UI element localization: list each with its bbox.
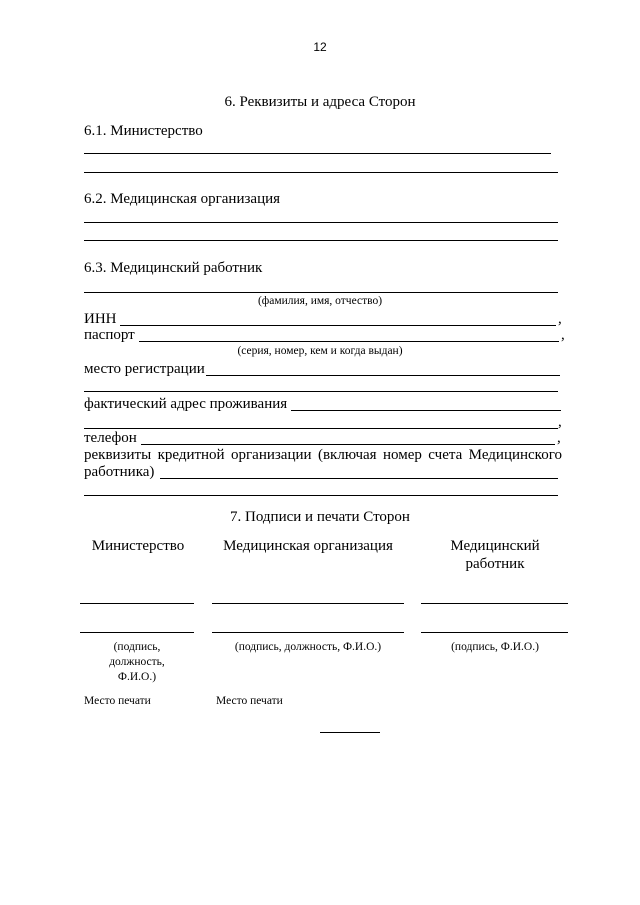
registration-label: место регистрации: [84, 361, 205, 377]
inn-comma: ,: [558, 311, 562, 327]
bank-details-line-2: работника): [84, 464, 155, 480]
ministry-signature-caption: (подпись, должность, Ф.И.О.): [109, 641, 165, 683]
closing-rule: [320, 732, 380, 733]
inn-line: [120, 325, 556, 326]
medical-org-line-2: [84, 240, 558, 241]
bank-details-line-1: реквизиты кредитной организации (включая номер счета Медицинского: [84, 447, 562, 463]
ministry-stamp-label: Место печати: [84, 695, 151, 707]
ministry-signature-line-1: [80, 603, 194, 604]
ministry-label: 6.1. Министерство: [84, 123, 203, 139]
ministry-line-2: [84, 172, 558, 173]
medical-org-signature-caption: (подпись, должность, Ф.И.О.): [234, 641, 382, 653]
medical-worker-label: 6.3. Медицинский работник: [84, 260, 263, 276]
medical-org-label: 6.2. Медицинская организация: [84, 191, 281, 207]
passport-label: паспорт: [84, 327, 135, 343]
inn-label: ИНН: [84, 311, 117, 327]
section-6-title: 6. Реквизиты и адреса Сторон: [224, 94, 416, 110]
actual-address-line-1: [291, 410, 561, 411]
page-number: 12: [313, 40, 327, 54]
registration-line-2: [84, 391, 558, 392]
section-7-title: 7. Подписи и печати Сторон: [230, 509, 410, 525]
ministry-signature-title: Министерство: [91, 538, 185, 554]
fio-hint: (фамилия, имя, отчество): [257, 295, 383, 307]
medical-worker-signature-line-1: [421, 603, 568, 604]
passport-comma: ,: [561, 327, 565, 343]
medical-worker-signature-line-2: [421, 632, 568, 633]
phone-comma: ,: [557, 430, 561, 446]
bank-details-line-extra: [84, 495, 558, 496]
registration-line-1: [206, 375, 560, 376]
bank-details-line: [160, 478, 558, 479]
medical-org-line-1: [84, 222, 558, 223]
medical-org-signature-line-1: [212, 603, 404, 604]
medical-org-signature-line-2: [212, 632, 404, 633]
actual-address-line-2: [84, 428, 558, 429]
actual-address-label: фактический адрес проживания: [84, 396, 288, 412]
ministry-line-1: [84, 153, 551, 154]
passport-hint: (серия, номер, кем и когда выдан): [237, 345, 403, 357]
ministry-signature-line-2: [80, 632, 194, 633]
phone-line: [141, 444, 555, 445]
medical-org-signature-title: Медицинская организация: [223, 538, 393, 554]
medical-worker-signature-title: Медицинский работник: [450, 538, 540, 572]
medical-worker-signature-caption: (подпись, Ф.И.О.): [451, 641, 539, 653]
medical-org-stamp-label: Место печати: [216, 695, 283, 707]
phone-label: телефон: [84, 430, 137, 446]
passport-line: [139, 341, 559, 342]
fio-line: [84, 292, 558, 293]
actual-address-comma: ,: [558, 414, 562, 430]
